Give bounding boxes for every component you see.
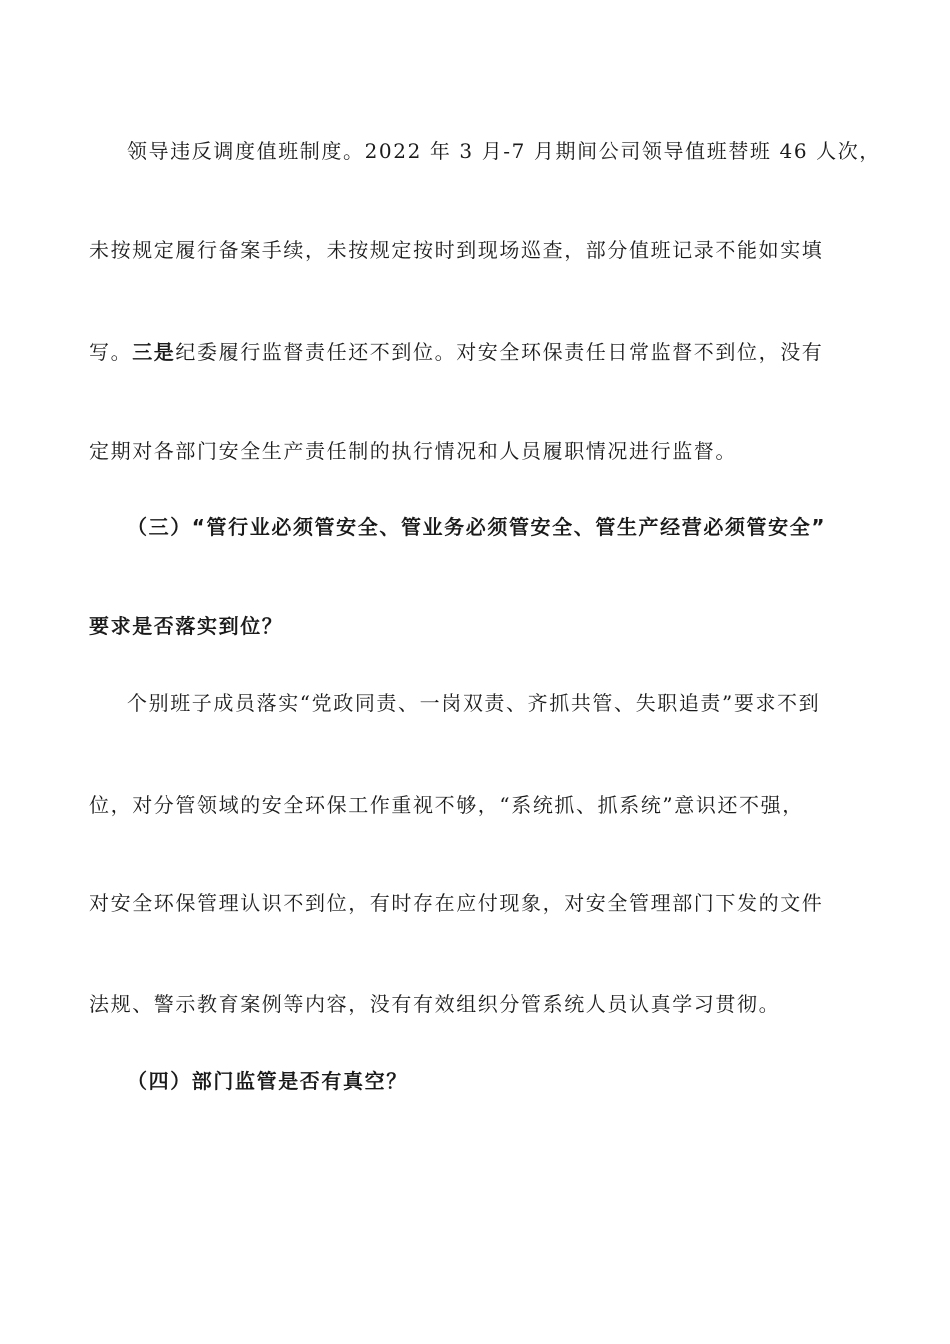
bold-keyword: 三是 (132, 340, 176, 364)
paragraph-line: 定期对各部门安全生产责任制的执行情况和人员履职情况进行监督。 (89, 439, 737, 463)
text-segment: 写。 (89, 340, 133, 364)
paragraph-line: 对安全环保管理认识不到位，有时存在应付现象，对安全管理部门下发的文件 (89, 891, 824, 915)
paragraph-line: 位，对分管领域的安全环保工作重视不够，“系统抓、抓系统”意识还不强， (89, 793, 804, 817)
paragraph-line: 个别班子成员落实“党政同责、一岗双责、齐抓共管、失职追责”要求不到 (127, 691, 821, 715)
paragraph-line: 领导违反调度值班制度。2022 年 3 月-7 月期间公司领导值班替班 46 人次， (127, 139, 881, 163)
section-heading-3: （三）“管行业必须管安全、管业务必须管安全、管生产经营必须管安全” (127, 515, 827, 539)
section-heading-4: （四）部门监管是否有真空？ (127, 1069, 408, 1093)
paragraph-line: 未按规定履行备案手续，未按规定按时到现场巡查，部分值班记录不能如实填 (89, 238, 824, 262)
paragraph-line (89, 338, 823, 366)
paragraph-line: 法规、警示教育案例等内容，没有有效组织分管系统人员认真学习贯彻。 (89, 992, 781, 1016)
section-heading-3-continued: 要求是否落实到位？ (89, 614, 284, 638)
text-segment: 纪委履行监督责任还不到位。对安全环保责任日常监督不到位，没有 (175, 340, 824, 364)
